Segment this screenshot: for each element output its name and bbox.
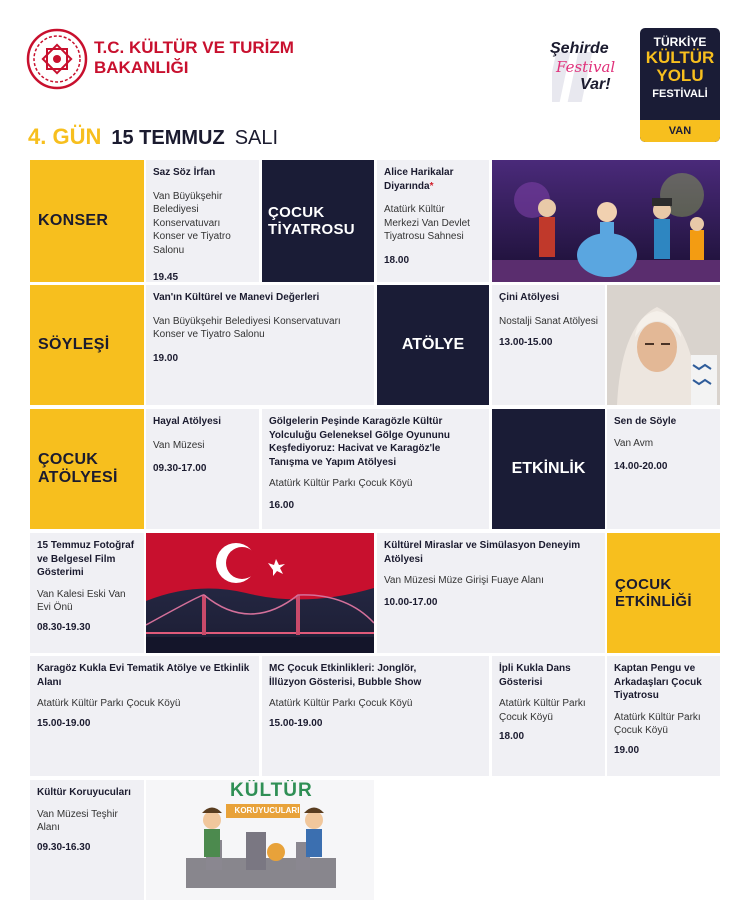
category-cocuk-tiyatrosu-label: ÇOCUK TİYATROSU bbox=[268, 203, 355, 238]
event-venue: Atatürk Kültür Merkezi Van Devlet Tiyatrosu Sahnesi bbox=[384, 204, 470, 242]
event-title: Karagöz Kukla Evi Tematik Atölye ve Etkinlik Alanı bbox=[37, 663, 250, 688]
event-sen-de-soyle[interactable] bbox=[607, 409, 720, 529]
event-venue: Van Büyükşehir Belediyesi Konservatuvarı Konser ve Tiyatro Salonu bbox=[153, 190, 231, 256]
day-weekday: SALI bbox=[234, 127, 279, 149]
category-soylesi bbox=[30, 285, 144, 405]
festival-city: VAN bbox=[668, 125, 692, 137]
event-time: 09.30-16.30 bbox=[37, 841, 91, 853]
event-hayal[interactable] bbox=[146, 409, 259, 529]
event-time: 15.00-19.00 bbox=[269, 717, 323, 729]
event-venue: Van Kalesi Eski Van Evi Önü bbox=[37, 588, 126, 613]
event-time: 15.00-19.00 bbox=[37, 717, 91, 729]
event-title: 15 Temmuz Fotoğraf ve Belgesel Film Gösterimi bbox=[37, 540, 135, 578]
event-time: 19.45 bbox=[153, 272, 179, 283]
logo-kultur: KÜLTÜR bbox=[230, 780, 313, 801]
event-venue: Atatürk Kültür Parkı Çocuk Köyü bbox=[499, 698, 586, 723]
event-venue: Nostalji Sanat Atölyesi bbox=[499, 315, 598, 327]
event-time: 14.00-20.00 bbox=[614, 461, 668, 472]
event-title: Kültürel Miraslar ve Simülasyon Deneyim Atölyesi bbox=[384, 540, 581, 565]
category-atolye-label: ATÖLYE bbox=[401, 336, 465, 353]
event-venue: Atatürk Kültür Parkı Çocuk Köyü bbox=[269, 698, 413, 709]
festival-line-2: KÜLTÜR bbox=[645, 48, 715, 67]
day-label: 4. GÜN bbox=[28, 124, 102, 149]
event-venue: Van Müzesi bbox=[153, 439, 205, 451]
festival-line-3: YOLU bbox=[656, 65, 704, 85]
event-title: Van'ın Kültürel ve Manevi Değerleri bbox=[153, 292, 320, 303]
event-time: 19.00 bbox=[614, 744, 640, 756]
event-title: Sen de Söyle bbox=[614, 416, 677, 427]
category-cocuk-etkinligi-label: ÇOCUK ETKİNLİĞİ bbox=[615, 575, 692, 610]
category-etkinlik bbox=[492, 409, 605, 529]
category-etkinlik-label: ETKİNLİK bbox=[511, 460, 586, 477]
event-time: 19.00 bbox=[153, 352, 179, 364]
event-venue: Van Müzesi Müze Girişi Fuaye Alanı bbox=[384, 575, 544, 586]
event-title: Saz Söz İrfan bbox=[153, 167, 216, 178]
category-cocuk-atolyesi-label: ÇOCUK ATÖLYESİ bbox=[38, 450, 118, 486]
category-konser-label: KONSER bbox=[38, 211, 109, 229]
category-konser bbox=[30, 160, 144, 282]
event-time: 16.00 bbox=[269, 499, 295, 511]
festival-line-1: TÜRKİYE bbox=[653, 35, 707, 49]
category-atolye bbox=[377, 285, 489, 405]
category-cocuk-tiyatrosu bbox=[262, 160, 374, 282]
event-kukla-evi[interactable] bbox=[30, 656, 259, 776]
event-time: 13.00-15.00 bbox=[499, 337, 553, 348]
event-title: Kültür Koruyucuları bbox=[37, 787, 131, 798]
kultur-koruyuculari-logo bbox=[146, 780, 374, 900]
event-time: 18.00 bbox=[384, 254, 410, 266]
campaign-line-3: Var! bbox=[580, 76, 611, 93]
day-heading bbox=[28, 124, 278, 152]
campaign-line-1: Şehirde bbox=[550, 40, 609, 57]
event-venue: Atatürk Kültür Parkı Çocuk Köyü bbox=[614, 711, 701, 736]
event-time: 18.00 bbox=[499, 731, 525, 742]
event-title: Gölgelerin Peşinde Karagözle Kültür Yolculuğu Geleneksel Gölge Oyununu Keşfediyoruz: Hacivat ve Karagöz'le Tanışma ve Yapım Atölyesi bbox=[269, 416, 450, 468]
ministry-logo bbox=[26, 28, 88, 90]
event-venue: Van Müzesi Teşhir Alanı bbox=[37, 808, 118, 833]
event-mc[interactable] bbox=[262, 656, 489, 776]
event-venue: Atatürk Kültür Parkı Çocuk Köyü bbox=[37, 698, 181, 709]
event-title-text: Alice Harikalar Diyarında bbox=[384, 167, 454, 192]
festival-line-4: FESTİVALİ bbox=[652, 87, 708, 100]
event-title: İpli Kukla Dans Gösterisi bbox=[499, 663, 571, 688]
campaign-line-2: Festival bbox=[556, 58, 616, 76]
event-kaptan-pengu[interactable] bbox=[607, 656, 720, 776]
event-title-mark: * bbox=[429, 180, 434, 192]
event-venue: Van Avm bbox=[614, 437, 654, 449]
category-cocuk-atolyesi bbox=[30, 409, 144, 529]
flag-bridge-photo bbox=[146, 533, 374, 653]
event-time: 10.00-17.00 bbox=[384, 596, 438, 608]
event-kultur-koruyuculari[interactable] bbox=[30, 780, 144, 900]
event-time: 08.30-19.30 bbox=[37, 621, 91, 633]
ministry-line-2: BAKANLIĞI bbox=[94, 58, 189, 78]
category-cocuk-etkinligi bbox=[607, 533, 720, 653]
event-van-kultur[interactable] bbox=[146, 285, 374, 405]
event-venue: Atatürk Kültür Parkı Çocuk Köyü bbox=[269, 478, 413, 489]
ministry-emblem-icon bbox=[26, 28, 88, 90]
event-title bbox=[384, 166, 482, 193]
festival-logo bbox=[640, 28, 720, 142]
event-venue: Van Büyükşehir Belediyesi Konservatuvarı Konser ve Tiyatro Salonu bbox=[153, 315, 341, 340]
event-title: MC Çocuk Etkinlikleri: Jonglör, İllüzyon Gösterisi, Bubble Show bbox=[269, 663, 422, 688]
category-soylesi-label: SÖYLEŞİ bbox=[38, 335, 110, 353]
event-title: Çini Atölyesi bbox=[499, 292, 560, 303]
day-date: 15 TEMMUZ bbox=[111, 127, 225, 149]
alice-theatre-photo bbox=[492, 160, 720, 282]
campaign-logo bbox=[546, 38, 634, 100]
event-cini[interactable] bbox=[492, 285, 605, 405]
theatre-stage-illustration-icon bbox=[492, 160, 720, 282]
event-ipli-kukla[interactable] bbox=[492, 656, 605, 776]
ministry-title bbox=[94, 38, 294, 79]
event-time: 09.30-17.00 bbox=[153, 463, 207, 474]
event-fotograf[interactable] bbox=[30, 533, 144, 653]
event-alice[interactable] bbox=[377, 160, 489, 282]
artist-portrait-icon bbox=[607, 285, 720, 405]
ministry-line-1: T.C. KÜLTÜR VE TURİZM bbox=[94, 38, 294, 57]
event-saz-soz-irfan[interactable] bbox=[146, 160, 259, 282]
cini-artist-photo bbox=[607, 285, 720, 405]
logo-koruyuculari: KORUYUCULARI bbox=[234, 806, 300, 815]
event-miras[interactable] bbox=[377, 533, 605, 653]
festival-city-badge bbox=[640, 120, 720, 142]
event-title: Hayal Atölyesi bbox=[153, 416, 221, 427]
event-title: Kaptan Pengu ve Arkadaşları Çocuk Tiyatrosu bbox=[614, 663, 702, 701]
turkish-flag-bridge-icon bbox=[146, 533, 374, 653]
event-golge[interactable] bbox=[262, 409, 489, 529]
